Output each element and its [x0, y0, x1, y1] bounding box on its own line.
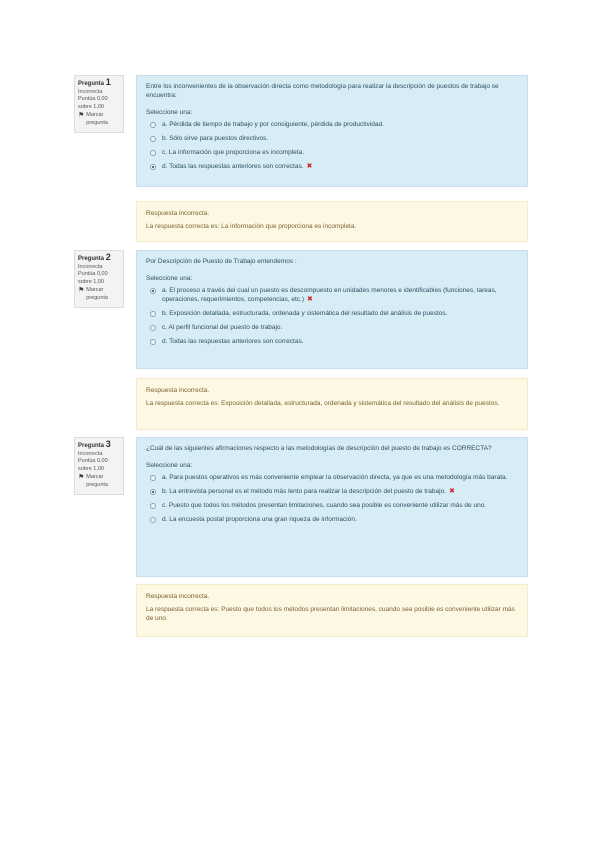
answer-option-a[interactable] — [150, 473, 518, 482]
answer-label: c. Puesto que todos los métodos presentan limitaciones, cuando sea posible es conveniente utilizar más de uno. — [162, 502, 487, 509]
answer-option-d[interactable] — [150, 162, 518, 171]
answer-label: b. Sólo sirve para puestos directivos. — [162, 135, 269, 142]
question-status: Incorrecta — [78, 450, 103, 457]
answer-prompt: Seleccione una: — [146, 462, 193, 469]
radio-button[interactable] — [150, 339, 156, 345]
answer-option-a[interactable] — [150, 286, 518, 304]
question-info-3 — [74, 437, 124, 495]
feedback-box-2 — [136, 378, 528, 430]
feedback-box-1 — [136, 201, 528, 242]
incorrect-icon: ✖ — [449, 488, 455, 495]
question-info-2 — [74, 250, 124, 308]
feedback-title: Respuesta incorrecta. — [146, 210, 210, 217]
answer-label: c. Al perfil funcional del puesto de trabajo. — [162, 324, 283, 331]
question-number: Pregunta 3 — [78, 439, 111, 449]
radio-button[interactable] — [150, 311, 156, 317]
flag-icon: ⚑ — [78, 474, 85, 481]
flag-label: Marcar pregunta — [86, 474, 108, 488]
flag-icon: ⚑ — [78, 112, 85, 119]
answer-option-c[interactable] — [150, 501, 518, 510]
radio-button-selected[interactable] — [150, 288, 156, 294]
correct-answer-text: La respuesta correcta es: Puesto que todos los métodos presentan limitaciones, cuando sea posible es conveniente utilizar más de uno. — [146, 606, 515, 622]
flag-question-link[interactable] — [78, 287, 120, 302]
feedback-title: Respuesta incorrecta. — [146, 387, 210, 394]
question-info-1 — [74, 75, 124, 133]
answer-label: b. La entrevista personal es el método más lento para realizar la descripción del puesto de trabajo. — [162, 488, 446, 495]
answer-option-b[interactable] — [150, 309, 518, 318]
answer-option-c[interactable] — [150, 148, 518, 157]
radio-button-selected[interactable] — [150, 164, 156, 170]
answer-prompt: Seleccione una: — [146, 109, 193, 116]
question-number: Pregunta 1 — [78, 77, 111, 87]
radio-button[interactable] — [150, 503, 156, 509]
answer-label: a. El proceso a través del cual un puesto es descompuesto en unidades menores e identificables (funciones, tareas, operaciones, requerimientos, competencias, etc.) — [162, 287, 497, 303]
flag-question-link[interactable] — [78, 474, 120, 489]
radio-button-selected[interactable] — [150, 489, 156, 495]
question-score: Puntúa 0,00 sobre 1,00 — [78, 271, 108, 285]
question-formulation-2 — [136, 250, 528, 369]
flag-label: Marcar pregunta — [86, 287, 108, 301]
question-text: Por Descripción de Puesto de Trabajo entendemos : — [146, 258, 297, 265]
incorrect-icon: ✖ — [307, 296, 313, 303]
answer-option-d[interactable] — [150, 515, 518, 524]
answer-option-b[interactable] — [150, 134, 518, 143]
answer-prompt: Seleccione una: — [146, 275, 193, 282]
answer-label: b. Exposición detallada, estructurada, ordenada y sistemática del resultado del análisis de puestos. — [162, 310, 448, 317]
incorrect-icon: ✖ — [306, 163, 313, 170]
flag-icon: ⚑ — [78, 287, 85, 294]
radio-button[interactable] — [150, 325, 156, 331]
question-text: ¿Cuál de las siguientes afirmaciones respecto a las metodologías de descripción del puesto de trabajo es CORRECTA? — [146, 445, 492, 452]
answer-option-c[interactable] — [150, 323, 518, 332]
radio-button[interactable] — [150, 475, 156, 481]
answer-label: d. Todas las respuestas anteriores son correctas. — [162, 163, 304, 170]
correct-answer-text: La respuesta correcta es: Exposición detallada, estructurada, ordenada y sistemática del resultado del análisis de puestos. — [146, 400, 500, 407]
question-score: Puntúa 0,00 sobre 1,00 — [78, 96, 108, 110]
question-formulation-3 — [136, 437, 528, 577]
answer-option-b[interactable] — [150, 487, 518, 496]
answer-label: c. La información que proporciona es incompleta. — [162, 149, 304, 156]
flag-question-link[interactable] — [78, 112, 120, 127]
radio-button[interactable] — [150, 136, 156, 142]
correct-answer-text: La respuesta correcta es: La información que proporciona es incompleta. — [146, 223, 357, 230]
question-status: Incorrecta — [78, 263, 103, 270]
question-formulation-1 — [136, 75, 528, 187]
answer-option-a[interactable] — [150, 120, 518, 129]
question-score: Puntúa 0,00 sobre 1,00 — [78, 458, 108, 472]
radio-button[interactable] — [150, 517, 156, 523]
feedback-title: Respuesta incorrecta. — [146, 593, 210, 600]
question-status: Incorrecta — [78, 88, 103, 95]
answer-option-d[interactable] — [150, 337, 518, 346]
feedback-box-3 — [136, 584, 528, 637]
answer-label: d. La encuesta postal proporciona una gran riqueza de información. — [162, 516, 357, 523]
answer-label: d. Todas las respuestas anteriores son correctas. — [162, 338, 304, 345]
question-text: Entre los inconvenientes de la observación directa como metodología para realizar la descripción de puestos de trabajo se encuentra: — [146, 83, 499, 99]
answer-label: a. Para puestos operativos es más conveniente emplear la observación directa, ya que es una metodología más barata. — [162, 474, 508, 481]
answer-label: a. Pérdida de tiempo de trabajo y por consiguiente, pérdida de productividad. — [162, 121, 384, 128]
radio-button[interactable] — [150, 150, 156, 156]
flag-label: Marcar pregunta — [86, 112, 108, 126]
radio-button[interactable] — [150, 122, 156, 128]
question-number: Pregunta 2 — [78, 252, 111, 262]
